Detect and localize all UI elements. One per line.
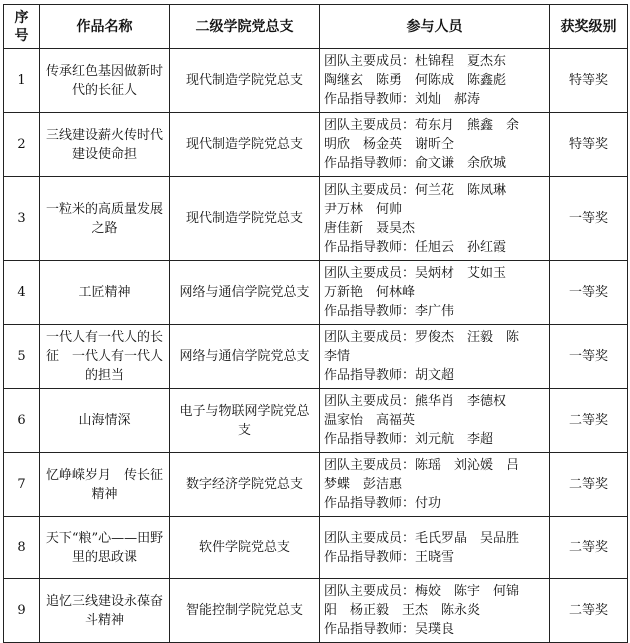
header-award: 获奖级别 <box>550 5 628 49</box>
row-number: 6 <box>4 389 40 453</box>
participants <box>320 261 550 325</box>
participant-line: 阳 杨正毅 王杰 陈永炎 <box>324 603 481 618</box>
participant-line: 作品指导教师：刘灿 郝涛 <box>324 92 481 107</box>
participant-line: 作品指导教师：俞文谦 余欣城 <box>324 156 507 171</box>
award-level: 二等奖 <box>550 453 628 517</box>
party-branch: 现代制造学院党总支 <box>170 177 320 261</box>
party-branch: 数字经济学院党总支 <box>170 453 320 517</box>
table-row <box>4 579 628 643</box>
participant-line: 团队主要成员：杜锦程 夏杰东 <box>324 54 507 69</box>
participant-line: 作品指导教师：胡文超 <box>324 368 455 383</box>
row-number: 9 <box>4 579 40 643</box>
participant-line: 温家怡 高福英 <box>324 413 416 428</box>
participant-line: 唐佳新 聂昊杰 <box>324 220 416 236</box>
table-row <box>4 517 628 579</box>
participants <box>320 453 550 517</box>
row-number: 8 <box>4 517 40 579</box>
table-body <box>4 49 628 643</box>
table-row <box>4 113 628 177</box>
participant-line: 作品指导教师：李广伟 <box>324 304 455 319</box>
row-number: 5 <box>4 325 40 389</box>
row-number: 3 <box>4 177 40 261</box>
participant-line: 陶继玄 陈勇 何陈成 陈鑫彪 <box>324 73 507 88</box>
header-branch: 二级学院党总支 <box>170 5 320 49</box>
participant-line: 万新艳 何林峰 <box>324 285 416 300</box>
award-level: 一等奖 <box>550 261 628 325</box>
participants <box>320 49 550 113</box>
table-row <box>4 49 628 113</box>
work-title: 追忆三线建设永葆奋斗精神 <box>40 579 170 643</box>
award-level: 特等奖 <box>550 113 628 177</box>
party-branch: 现代制造学院党总支 <box>170 113 320 177</box>
participant-line: 团队主要成员：罗俊杰 汪毅 陈 <box>324 330 520 345</box>
participant-line: 团队主要成员：苟东月 熊鑫 余 <box>324 118 520 133</box>
work-title: 三线建设薪火传时代建设使命担 <box>40 113 170 177</box>
party-branch: 网络与通信学院党总支 <box>170 325 320 389</box>
participants <box>320 177 550 261</box>
participants <box>320 325 550 389</box>
row-number: 7 <box>4 453 40 517</box>
award-level: 二等奖 <box>550 389 628 453</box>
party-branch: 现代制造学院党总支 <box>170 49 320 113</box>
participant-line: 李情 <box>324 349 351 364</box>
participants <box>320 113 550 177</box>
row-number: 4 <box>4 261 40 325</box>
table-row <box>4 261 628 325</box>
award-level: 二等奖 <box>550 517 628 579</box>
award-level: 二等奖 <box>550 579 628 643</box>
work-title: 山海情深 <box>40 389 170 453</box>
award-level: 一等奖 <box>550 177 628 261</box>
table-row <box>4 389 628 453</box>
participant-line: 团队主要成员：毛氏罗晶 吴品胜 <box>324 530 520 546</box>
header-work: 作品名称 <box>40 5 170 49</box>
participant-line: 梦蝶 彭洁惠 <box>324 477 403 492</box>
party-branch: 网络与通信学院党总支 <box>170 261 320 325</box>
awards-table <box>3 4 628 643</box>
work-title: 工匠精神 <box>40 261 170 325</box>
work-title: 忆峥嵘岁月 传长征精神 <box>40 453 170 517</box>
participant-line: 团队主要成员：陈瑶 刘沁媛 吕 <box>324 458 520 473</box>
party-branch: 智能控制学院党总支 <box>170 579 320 643</box>
work-title: 传承红色基因做新时代的长征人 <box>40 49 170 113</box>
participant-line: 团队主要成员：熊华肖 李德权 <box>324 394 507 409</box>
award-level: 一等奖 <box>550 325 628 389</box>
participants <box>320 579 550 643</box>
header-no: 序号 <box>4 5 40 49</box>
participant-line: 作品指导教师：王晓雪 <box>324 549 455 565</box>
party-branch: 软件学院党总支 <box>170 517 320 579</box>
participant-line: 作品指导教师：刘元航 李超 <box>324 432 494 447</box>
participant-line: 明欣 杨金英 谢昕仝 <box>324 137 455 152</box>
table-row <box>4 325 628 389</box>
work-title: 一代人有一代人的长征 一代人有一代人的担当 <box>40 325 170 389</box>
row-number: 1 <box>4 49 40 113</box>
participants <box>320 517 550 579</box>
participant-line: 团队主要成员：梅姣 陈宇 何锦 <box>324 584 520 599</box>
participant-line: 尹万林 何帅 <box>324 201 403 217</box>
work-title: 一粒米的高质量发展之路 <box>40 177 170 261</box>
participant-line: 作品指导教师：付功 <box>324 496 442 511</box>
award-level: 特等奖 <box>550 49 628 113</box>
table-row <box>4 453 628 517</box>
participant-line: 作品指导教师：任旭云 孙红霞 <box>324 239 507 255</box>
participant-line: 团队主要成员：吴炳材 艾如玉 <box>324 266 507 281</box>
header-row <box>4 5 628 49</box>
participants <box>320 389 550 453</box>
header-members: 参与人员 <box>320 5 550 49</box>
participant-line: 团队主要成员：何兰花 陈凤琳 <box>324 182 507 198</box>
party-branch: 电子与物联网学院党总支 <box>170 389 320 453</box>
table-row <box>4 177 628 261</box>
row-number: 2 <box>4 113 40 177</box>
table-header <box>4 5 628 49</box>
work-title: 天下“粮”心——田野里的思政课 <box>40 517 170 579</box>
participant-line: 作品指导教师：吴璞良 <box>324 622 455 637</box>
